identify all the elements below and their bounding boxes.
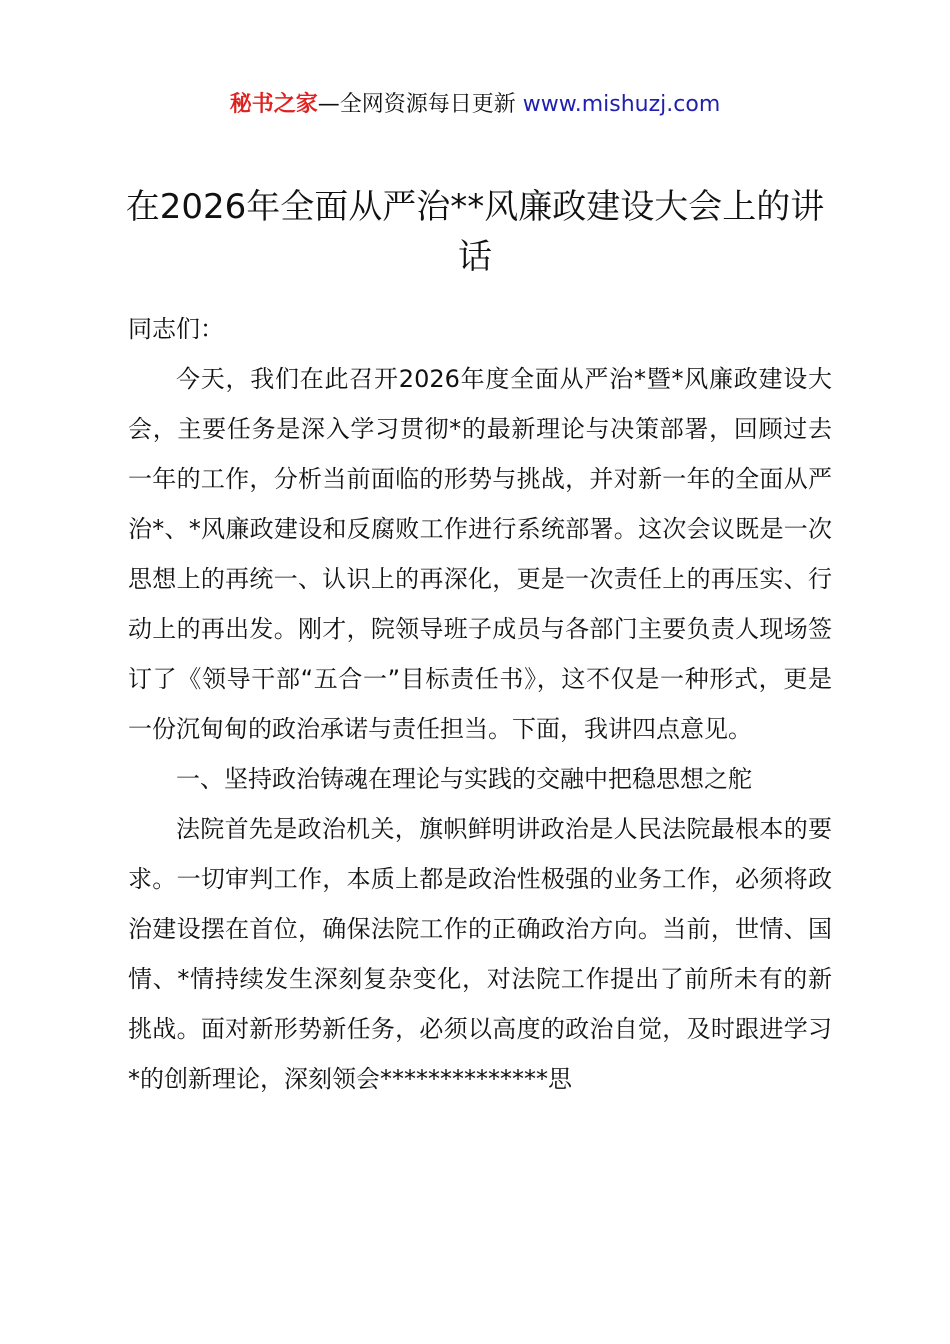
paragraph-intro: 今天，我们在此召开2026年度全面从严治*暨*风廉政建设大会，主要任务是深入学习贯彻*的最新理论与决策部署，回顾过去一年的工作，分析当前面临的形势与挑战，并对新一年的全面从严治*、*风廉政建设和反腐败工作进行系统部署。这次会议既是一次思想上的再统一、认识上的再深化，更是一次责任上的再压实、行动上的再出发。刚才，院领导班子成员与各部门主要负责人现场签订了《领导干部“五合一”目标责任书》，这不仅是一种形式，更是一份沉甸甸的政治承诺与责任担当。下面，我讲四点意见。	[128, 365, 832, 743]
header-tagline: —全网资源每日更新	[317, 92, 523, 117]
document-body	[128, 304, 832, 1104]
section-heading-1: 一、坚持政治铸魂在理论与实践的交融中把稳思想之舵	[176, 765, 752, 793]
document-title: 在2026年全面从严治**风廉政建设大会上的讲话	[125, 187, 825, 277]
page-header	[0, 88, 950, 122]
brand-name: 秘书之家	[229, 92, 318, 117]
salutation: 同志们：	[128, 315, 224, 343]
paragraph-section-1: 法院首先是政治机关，旗帜鲜明讲政治是人民法院最根本的要求。一切审判工作，本质上都是政治性极强的业务工作，必须将政治建设摆在首位，确保法院工作的正确政治方向。当前，世情、国情、*情持续发生深刻复杂变化，对法院工作提出了前所未有的新挑战。面对新形势新任务，必须以高度的政治自觉，及时跟进学习*的创新理论，深刻领会**************思	[128, 815, 832, 1093]
site-url-link[interactable]: www.mishuzj.com	[522, 92, 721, 117]
